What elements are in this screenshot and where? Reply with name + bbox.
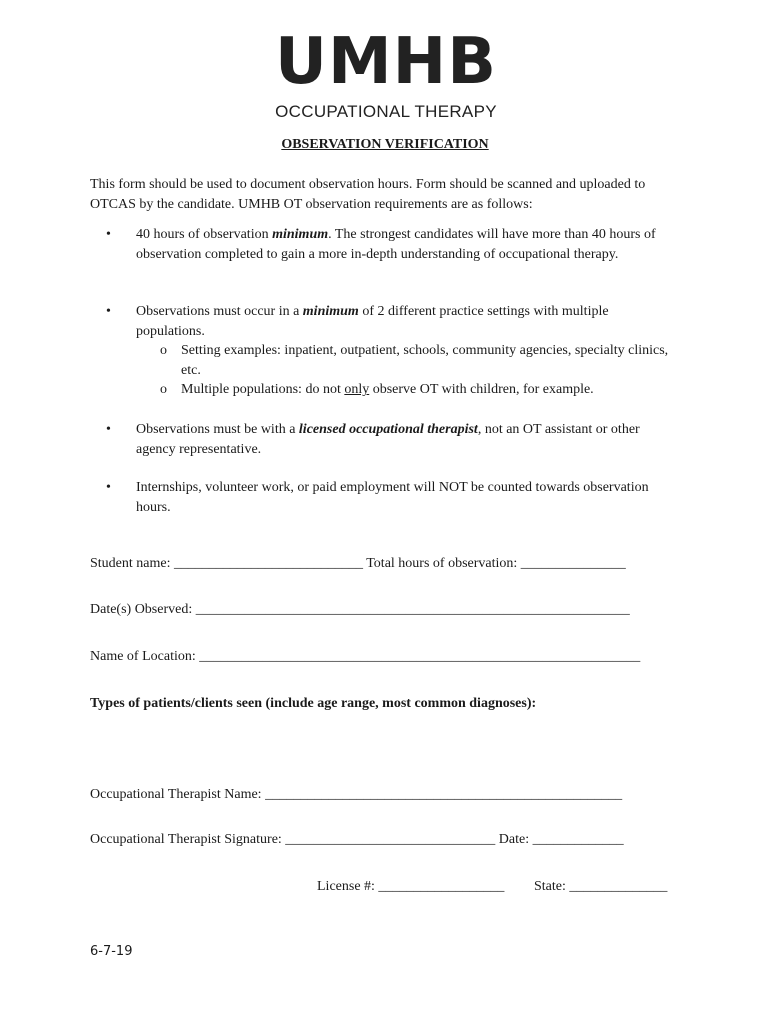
sub-bullet-icon: o xyxy=(160,343,167,359)
location-field[interactable]: Name of Location: _______________________________________________________________ xyxy=(90,649,641,664)
bullet-icon: • xyxy=(106,480,111,495)
form-title: OBSERVATION VERIFICATION xyxy=(281,137,489,152)
state-field[interactable]: State: ______________ xyxy=(534,879,668,894)
bullet-icon: • xyxy=(106,227,111,242)
emphasis: only xyxy=(344,382,370,398)
bullet-icon: • xyxy=(106,422,111,437)
requirement-exclusions: • Internships, volunteer work, or paid employment will NOT be counted towards observation hours. xyxy=(106,480,649,515)
emphasis: minimum xyxy=(272,227,329,242)
patient-types-heading: Types of patients/clients seen (include age range, most common diagnoses): xyxy=(90,696,537,711)
license-field[interactable]: License #: __________________ xyxy=(317,879,505,894)
emphasis: minimum xyxy=(302,304,359,319)
student-name-field[interactable]: Student name: ___________________________ Total hours of observation: _______________ xyxy=(90,556,626,571)
intro-paragraph: This form should be used to document observation hours. Form should be scanned and uploaded to OTCAS by the candidate. UMHB OT observation requirements are as follows: xyxy=(90,177,646,212)
ot-signature-field[interactable]: Occupational Therapist Signature: ______________________________ Date: _____________ xyxy=(90,832,624,847)
sub-item-setting-examples: o Setting examples: inpatient, outpatient, schools, community agencies, specialty clinics, etc. xyxy=(160,343,669,378)
logo-subtitle: OCCUPATIONAL THERAPY xyxy=(275,102,497,121)
logo-wordmark: UMHB xyxy=(275,25,497,99)
emphasis: licensed occupational therapist xyxy=(298,422,478,437)
sub-bullet-icon: o xyxy=(160,382,167,398)
requirement-hours: • 40 hours of observation minimum. The strongest candidates will have more than 40 hours of observation completed to gain a more in-depth understanding of occupational therapy. xyxy=(106,227,656,262)
umhb-logo xyxy=(270,25,502,122)
requirement-settings: • Observations must occur in a minimum of 2 different practice settings with multiple populations. o Setting examples: inpatient, outpatient, schools, community agencies, specialty clinics, etc. o Multiple populations: do not only observe OT with children, for example. xyxy=(106,302,676,400)
requirement-licensed-ot: • Observations must be with a licensed occupational therapist, not an OT assistant or other agency representative. xyxy=(106,422,640,457)
revision-date: 6-7-19 xyxy=(90,944,133,959)
sub-item-populations: o Multiple populations: do not only observe OT with children, for example. xyxy=(181,380,676,400)
bullet-icon: • xyxy=(106,304,111,319)
dates-observed-field[interactable]: Date(s) Observed: ______________________________________________________________ xyxy=(90,602,630,617)
ot-name-field[interactable]: Occupational Therapist Name: ___________________________________________________ xyxy=(90,787,623,802)
